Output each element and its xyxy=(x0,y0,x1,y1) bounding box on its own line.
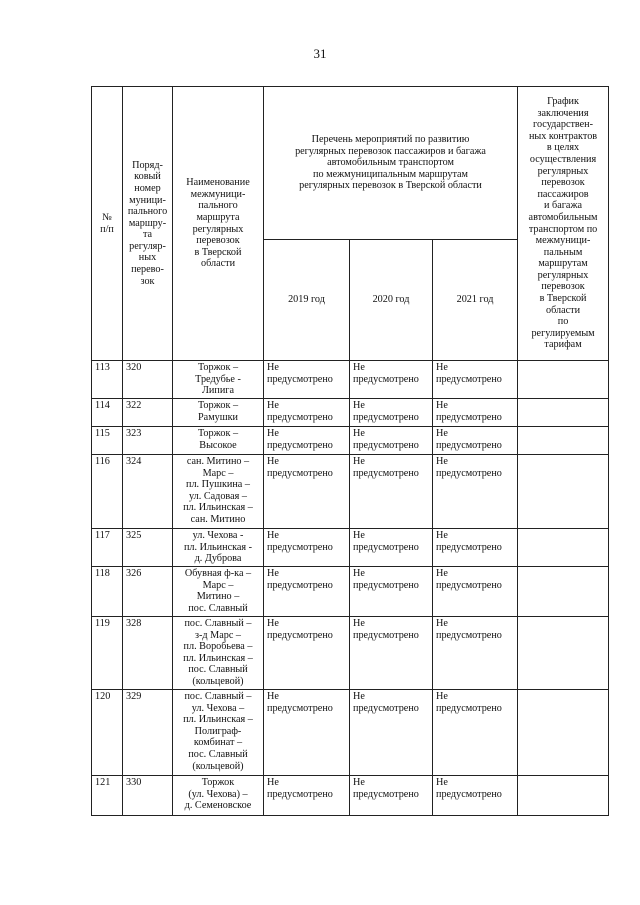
header-route-no-text: Поряд- ковый номер муници- пального маршру- та регуляр- ных перево- зок xyxy=(127,159,168,287)
header-num xyxy=(92,87,123,361)
header-route-no xyxy=(123,87,173,361)
schedule-cell xyxy=(518,690,609,776)
route-number: 325 xyxy=(123,529,173,567)
schedule-cell xyxy=(518,567,609,617)
table-row xyxy=(92,427,609,455)
header-plan-text: Перечень мероприятий по развитию регулярных перевозок пассажиров и багажа автомобильным транспортом по межмуниципальным маршрутам регулярных перевозок в Тверской области xyxy=(295,134,486,192)
status-cell: Не предусмотрено xyxy=(350,690,433,776)
header-schedule xyxy=(518,87,609,361)
status-cell: Не предусмотрено xyxy=(433,776,518,816)
header-year-2021: 2021 год xyxy=(433,240,518,361)
schedule-cell xyxy=(518,399,609,427)
route-name: Торжок – Высокое xyxy=(173,427,264,455)
route-number: 324 xyxy=(123,455,173,529)
table-row xyxy=(92,776,609,816)
route-number: 328 xyxy=(123,617,173,690)
table-row xyxy=(92,690,609,776)
route-name: Обувная ф-ка – Марс – Митино – пос. Славный xyxy=(173,567,264,617)
status-cell: Не предусмотрено xyxy=(264,776,350,816)
table-row xyxy=(92,567,609,617)
route-name: сан. Митино – Марс – пл. Пушкина – ул. Садовая – пл. Ильинская – сан. Митино xyxy=(173,455,264,529)
status-cell: Не предусмотрено xyxy=(433,529,518,567)
header-num-text: № п/п xyxy=(100,211,114,235)
route-name: Торжок – Тредубье - Липига xyxy=(173,361,264,399)
header-schedule-text: График заключения государствен- ных контрактов в целях осуществления регулярных перевозок пассажиров и багажа автомобильным транспортом по межмуници- пальным маршрутам регулярных перевозок в Тверской области по регулируемым тарифам xyxy=(528,95,598,351)
status-cell: Не предусмотрено xyxy=(433,617,518,690)
status-cell: Не предусмотрено xyxy=(264,529,350,567)
status-cell: Не предусмотрено xyxy=(433,427,518,455)
table-row xyxy=(92,399,609,427)
status-cell: Не предусмотрено xyxy=(264,690,350,776)
route-name: пос. Славный – ул. Чехова – пл. Ильинская – Полиграф- комбинат – пос. Славный (кольцевой) xyxy=(173,690,264,776)
status-cell: Не предусмотрено xyxy=(433,567,518,617)
schedule-cell xyxy=(518,617,609,690)
status-cell: Не предусмотрено xyxy=(264,455,350,529)
status-cell: Не предусмотрено xyxy=(264,567,350,617)
status-cell: Не предусмотрено xyxy=(264,361,350,399)
row-number: 120 xyxy=(92,690,123,776)
route-number: 329 xyxy=(123,690,173,776)
status-cell: Не предусмотрено xyxy=(350,455,433,529)
status-cell: Не предусмотрено xyxy=(433,361,518,399)
status-cell: Не предусмотрено xyxy=(350,399,433,427)
status-cell: Не предусмотрено xyxy=(350,427,433,455)
route-name: Торжок (ул. Чехова) – д. Семеновское xyxy=(173,776,264,816)
row-number: 118 xyxy=(92,567,123,617)
row-number: 119 xyxy=(92,617,123,690)
row-number: 115 xyxy=(92,427,123,455)
route-name: пос. Славный – з-д Марс – пл. Воробьева – пл. Ильинская – пос. Славный (кольцевой) xyxy=(173,617,264,690)
page-number: 31 xyxy=(313,46,327,61)
route-name: ул. Чехова - пл. Ильинская - д. Дуброва xyxy=(173,529,264,567)
status-cell: Не предусмотрено xyxy=(433,690,518,776)
route-name: Торжок – Рамушки xyxy=(173,399,264,427)
status-cell: Не предусмотрено xyxy=(264,427,350,455)
schedule-cell xyxy=(518,529,609,567)
route-number: 330 xyxy=(123,776,173,816)
table-row xyxy=(92,617,609,690)
row-number: 116 xyxy=(92,455,123,529)
status-cell: Не предусмотрено xyxy=(433,455,518,529)
header-route-name xyxy=(173,87,264,361)
status-cell: Не предусмотрено xyxy=(350,361,433,399)
header-route-name-text: Наименование межмуници- пального маршрута регулярных перевозок в Тверской области xyxy=(186,177,250,270)
status-cell: Не предусмотрено xyxy=(350,529,433,567)
schedule-cell xyxy=(518,455,609,529)
status-cell: Не предусмотрено xyxy=(264,617,350,690)
schedule-cell xyxy=(518,361,609,399)
header-year-2019: 2019 год xyxy=(264,240,350,361)
table-row xyxy=(92,455,609,529)
routes-table xyxy=(91,86,609,816)
row-number: 121 xyxy=(92,776,123,816)
status-cell: Не предусмотрено xyxy=(350,617,433,690)
status-cell: Не предусмотрено xyxy=(264,399,350,427)
schedule-cell xyxy=(518,776,609,816)
route-number: 322 xyxy=(123,399,173,427)
status-cell: Не предусмотрено xyxy=(350,567,433,617)
header-plan xyxy=(264,87,518,240)
row-number: 117 xyxy=(92,529,123,567)
route-number: 320 xyxy=(123,361,173,399)
schedule-cell xyxy=(518,427,609,455)
route-number: 323 xyxy=(123,427,173,455)
route-number: 326 xyxy=(123,567,173,617)
status-cell: Не предусмотрено xyxy=(350,776,433,816)
status-cell: Не предусмотрено xyxy=(433,399,518,427)
table-row xyxy=(92,529,609,567)
row-number: 114 xyxy=(92,399,123,427)
header-year-2020: 2020 год xyxy=(350,240,433,361)
row-number: 113 xyxy=(92,361,123,399)
table-row xyxy=(92,361,609,399)
